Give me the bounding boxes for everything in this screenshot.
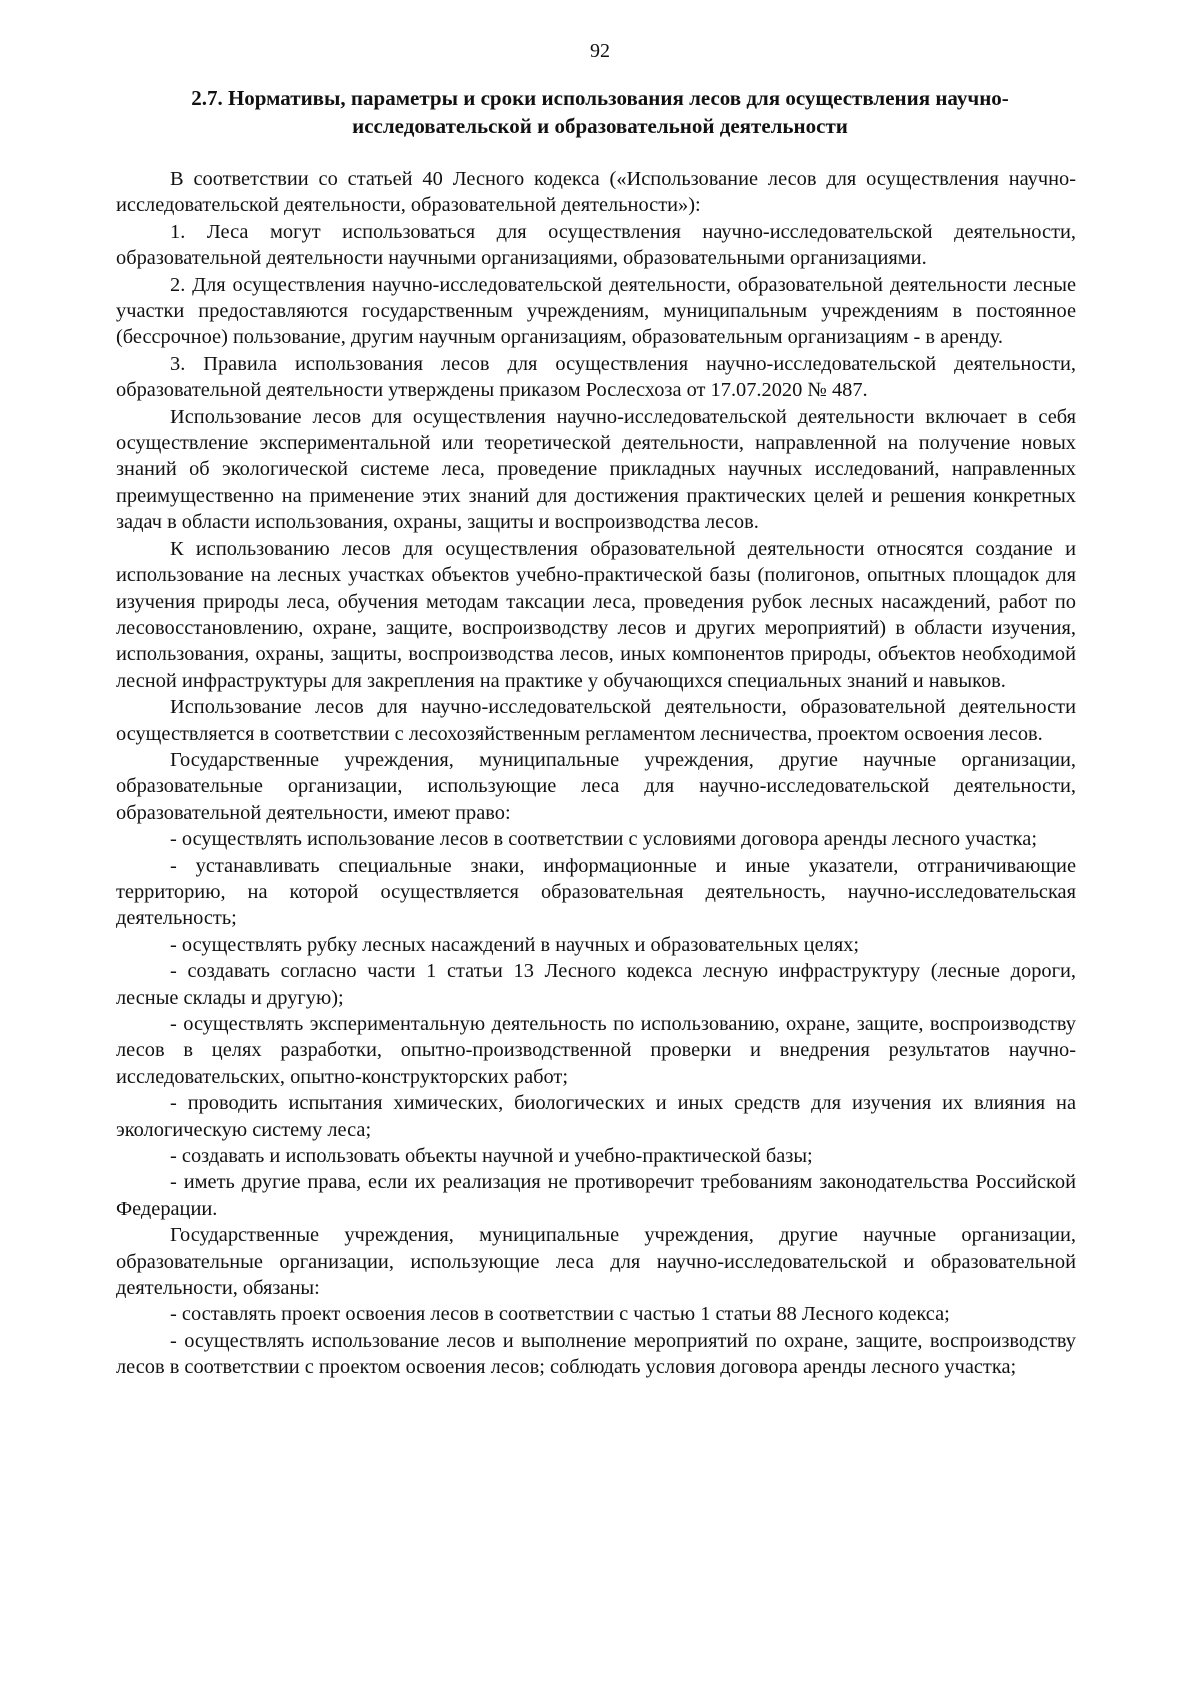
body-text xyxy=(116,166,1076,1381)
list-item: - создавать согласно части 1 статьи 13 Лесного кодекса лесную инфраструктуру (лесные дороги, лесные склады и другую); xyxy=(116,960,1076,1009)
paragraph: 1. Леса могут использоваться для осуществления научно-исследовательской деятельности, образовательной деятельности научными организациями, образовательными организациями. xyxy=(116,220,1076,270)
page-number: 92 xyxy=(590,40,610,62)
list-item: - осуществлять рубку лесных насаждений в научных и образовательных целях; xyxy=(170,933,860,956)
list-item: - осуществлять использование лесов и выполнение мероприятий по охране, защите, воспроизводству лесов в соответствии с проектом освоения лесов; соблюдать условия договора аренды лесного участка; xyxy=(116,1329,1076,1379)
list-item: - осуществлять использование лесов в соответствии с условиями договора аренды лесного участка; xyxy=(170,828,1037,851)
paragraph: 3. Правила использования лесов для осуществления научно-исследовательской деятельности, образовательной деятельности утверждены приказом Рослесхоза от 17.07.2020 № 487. xyxy=(116,352,1076,402)
list-item: - осуществлять экспериментальную деятельность по использованию, охране, защите, воспроизводству лесов в целях разработки, опытно-производственной проверки и внедрения результатов научно-исследовательских, опытно-конструкторских работ; xyxy=(116,1013,1076,1088)
paragraph: В соответствии со статьей 40 Лесного кодекса («Использование лесов для осуществления научно-исследовательской деятельности, образовательной деятельности»): xyxy=(116,168,1076,217)
section-heading-line-2: исследовательской и образовательной деятельности xyxy=(352,114,848,138)
list-item: - устанавливать специальные знаки, информационные и иные указатели, отграничивающие территорию, на которой осуществляется образовательная деятельность, научно-исследовательская деятельность; xyxy=(116,854,1076,930)
list-item: - проводить испытания химических, биологических и иных средств для изучения их влияния на экологическую систему леса; xyxy=(116,1092,1076,1141)
paragraph: 2. Для осуществления научно-исследовательской деятельности, образовательной деятельности лесные участки предоставляются государственным учреждениям, муниципальным учреждениям в постоянное (бессрочное) пользование, другим научным организациям, образовательным организациям - в аренду. xyxy=(116,273,1076,349)
list-item: - иметь другие права, если их реализация не противоречит требованиям законодательства Российской Федерации. xyxy=(116,1171,1076,1220)
paragraph: Использование лесов для осуществления научно-исследовательской деятельности включает в себя осуществление экспериментальной или теоретической деятельности, направленной на получение новых знаний об экологической системе леса, проведение прикладных научных исследований, направленных преимущественно на применение этих знаний для достижения практических целей и решения конкретных задач в области использования, охраны, защиты и воспроизводства лесов. xyxy=(116,405,1076,534)
list-item: - создавать и использовать объекты научной и учебно-практической базы; xyxy=(170,1145,813,1168)
section-heading xyxy=(140,84,1060,140)
paragraph: К использованию лесов для осуществления образовательной деятельности относятся создание и использование на лесных участках объектов учебно-практической базы (полигонов, опытных площадок для изучения природы леса, обучения методам таксации леса, проведения рубок лесных насаждений, работ по лесовосстановлению, охране, защите, воспроизводству лесов и других мероприятий) в области изучения, использования, охраны, защиты, воспроизводства лесов, иных компонентов природы, объектов необходимой лесной инфраструктуры для закрепления на практике у обучающихся специальных знаний и навыков. xyxy=(116,537,1076,692)
paragraph: Государственные учреждения, муниципальные учреждения, другие научные организации, образовательные организации, использующие леса для научно-исследовательской деятельности, образовательной деятельности, имеют право: xyxy=(116,748,1076,824)
paragraph: Государственные учреждения, муниципальные учреждения, другие научные организации, образовательные организации, использующие леса для научно-исследовательской и образовательной деятельности, обязаны: xyxy=(116,1224,1076,1300)
section-heading-line-1: 2.7. Нормативы, параметры и сроки использования лесов для осуществления научно- xyxy=(191,86,1009,110)
list-item: - составлять проект освоения лесов в соответствии с частью 1 статьи 88 Лесного кодекса; xyxy=(170,1303,950,1326)
paragraph: Использование лесов для научно-исследовательской деятельности, образовательной деятельности осуществляется в соответствии с лесохозяйственным регламентом лесничества, проектом освоения лесов. xyxy=(116,696,1076,745)
